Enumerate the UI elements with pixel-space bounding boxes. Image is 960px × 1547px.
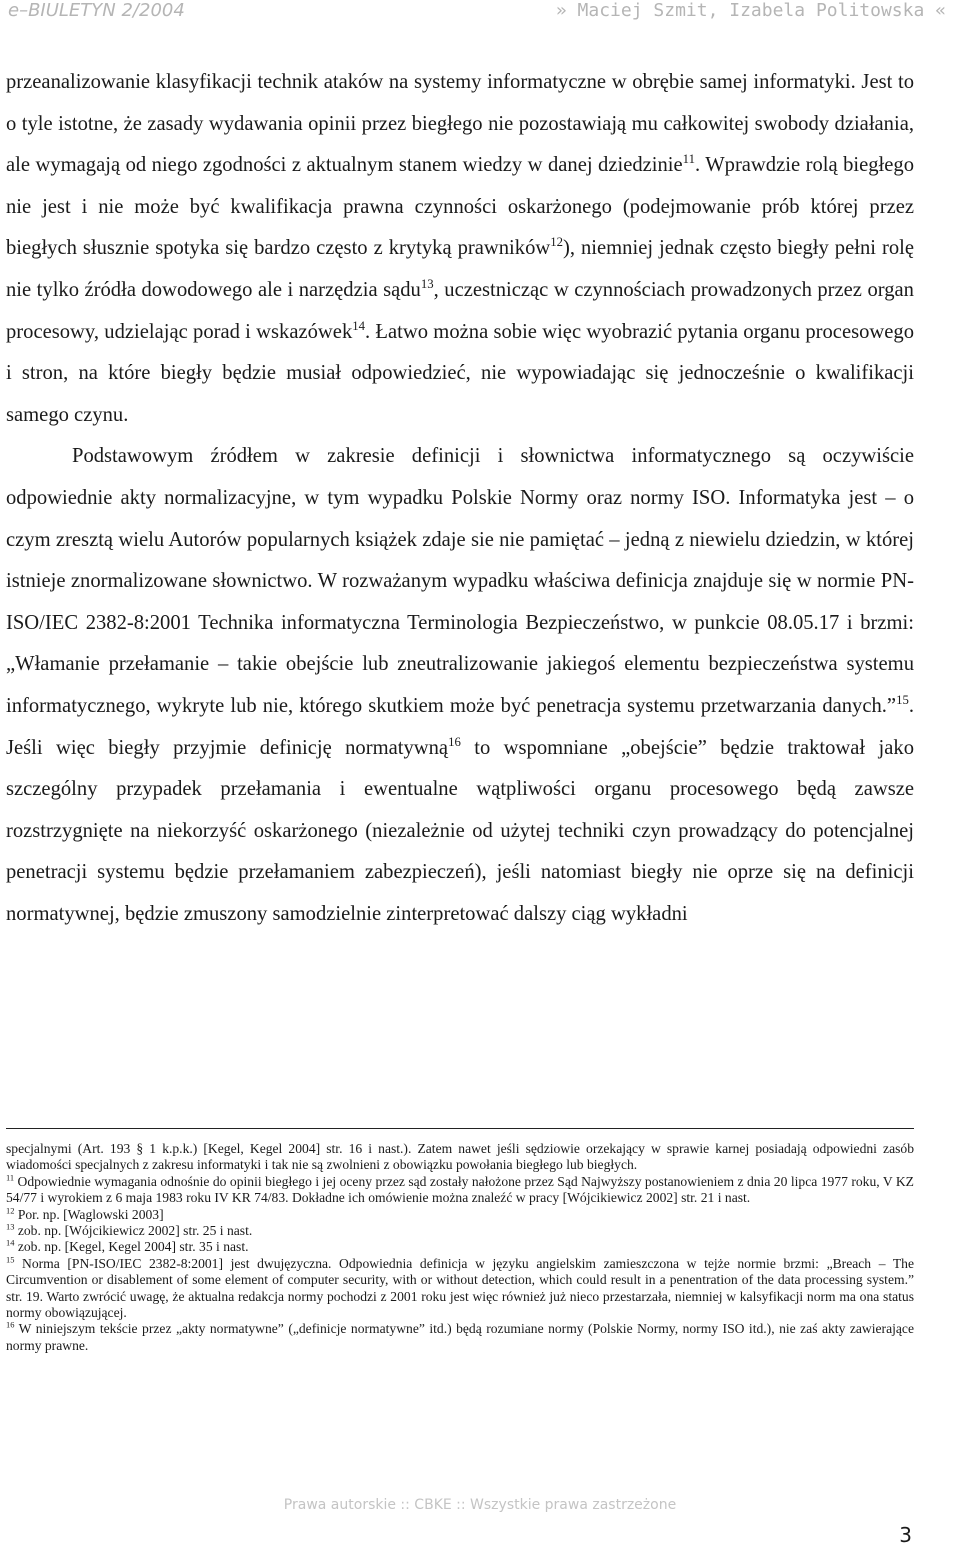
footnote-separator (6, 1128, 914, 1129)
footnote-ref-13[interactable]: 13 (420, 277, 434, 292)
main-text (6, 62, 914, 935)
footnote-ref-11[interactable]: 11 (682, 152, 695, 167)
footnote-ref-12[interactable]: 12 (550, 235, 564, 250)
footnote-14: $^{14}$ zob. np. [Kegel, Kegel 2004] str. 35 i nast. (6, 1237, 249, 1255)
authors: » Maciej Szmit, Izabela Politowska « (555, 0, 946, 21)
footnote-continuation: specjalnymi (Art. 193 § 1 k.p.k.) [Kegel, Kegel 2004] str. 16 i nast.). Zatem nawet jeśli sędziowie orzekający w sprawie karnej posiadają odpowiedni zasób wiadomości specjalnych z zakresu informatyki i tak nie są zwolnieni z obowiązku powołania biegłego lub biegłych. (6, 1141, 914, 1173)
footnote-16: $^{16}$ W niniejszym tekście przez „akty normatywne” („definicje normatywne” itd.) będą rozumiane normy (Polskie Normy, normy ISO itd.), nie zaś akty zawierające normy prawne. (6, 1319, 914, 1353)
footnote-11: $^{11}$ Odpowiednie wymagania odnośnie do opinii biegłego i jej oceny przez sąd zostały nałożone przez Sąd Najwyższy postanowieniem z dnia 20 lipca 1977 roku, V KZ 54/77 i wyrokiem z 6 maja 1983 roku IV KR 74/83. Dokładne ich omówienie można znaleźć w pracy [Wójcikiewicz 2002] str. 21 i nast. (6, 1172, 914, 1206)
page-header (0, 0, 960, 26)
footnote-ref-16[interactable]: 16 (448, 734, 461, 749)
page-number: 3 (899, 1523, 912, 1547)
footnote-13: $^{13}$ zob. np. [Wójcikiewicz 2002] str. 25 i nast. (6, 1221, 253, 1239)
footnotes (6, 1141, 914, 1354)
footnote-ref-15[interactable]: 15 (896, 693, 909, 708)
footnote-12: $^{12}$ Por. np. [Waglowski 2003] (6, 1205, 164, 1222)
footnote-15: $^{15}$ Norma [PN-ISO/IEC 2382-8:2001] jest dwujęzyczna. Odpowiednia definicja w języku angielskim zamieszczona w tejże normie brzmi: „Breach – The Circumvention or disablement of some element of computer security, with or without detection, which could result in a penentration of the data processing system.” str. 19. Warto zwrócić uwagę, że aktualna redakcja normy pochodzi z 2001 roku jest więc również już nieco przestarzała, niemniej w kalsyfikacji norm ma ona status normy obowiązującej. (6, 1254, 914, 1321)
paragraph: przeanalizowanie klasyfikacji technik ataków na systemy informatyczne w obrębie samej informatyki. Jest to o tyle istotne, że zasady wydawania opinii przez biegłego nie pozostawiają mu całkowitej swobody działania, ale wymagają od niego zgodności z aktualnym stanem wiedzy w danej dziedzinie$^{11}$. Wprawdzie rolą biegłego nie jest i nie może być kwalifikacja prawna czynności oskarżonego (podejmowanie prób której przez biegłych słusznie spotyka się bardzo często z krytyką prawników$^{12}$), niemniej jednak często biegły pełni rolę nie tylko źródła dowodowego ale i narzędzia sądu$^{13}$, uczestnicząc w czynnościach prowadzonych przez organ procesowy, udzielając porad i wskazówek$^{14}$. Łatwo można sobie więc wyobrazić pytania organu procesowego i stron, na które biegły będzie musiał odpowiedzieć, nie wypowiadając się jednocześnie o kwalifikacji samego czynu. (6, 71, 915, 426)
journal-title: e–BIULETYN 2/2004 (8, 0, 185, 21)
copyright-footer: Prawa autorskie :: CBKE :: Wszystkie prawa zastrzeżone (283, 1497, 677, 1513)
paragraph: Podstawowym źródłem w zakresie definicji i słownictwa informatycznego są oczywiście odpowiednie akty normalizacyjne, w tym wypadku Polskie Normy oraz normy ISO. Informatyka jest – o czym zresztą wielu Autorów popularnych książek zdaje sie nie pamiętać – jedną z niewielu dziedzin, w której istnieje znormalizowane słownictwo. W rozważanym wypadku właściwa definicja znajduje się w normie PN-ISO/IEC 2382-8:2001 Technika informatyczna Terminologia Bezpieczeństwo, w punkcie 08.05.17 i brzmi: „Włamanie przełamanie – takie obejście lub zneutralizowanie jakiegoś elementu bezpieczeństwa systemu informatycznego, wykryte lub nie, którego skutkiem może być penetracja systemu przetwarzania danych.”$^{15}$. Jeśli więc biegły przyjmie definicję normatywną$^{16}$ to wspomniane „obejście” będzie traktował jako szczególny przypadek przełamania i ewentualne wątpliwości organu procesowego będą zawsze rozstrzygnięte na niekorzyść oskarżonego (niezależnie od użytej techniki czyn prowadzący do potencjalnej penetracji systemu będzie przełamaniem zabezpieczeń), jeśli natomiast biegły nie oprze się na definicji normatywnej, będzie zmuszony samodzielnie zinterpretować dalszy ciąg wykładni (6, 445, 914, 925)
footnote-ref-14[interactable]: 14 (352, 318, 366, 333)
